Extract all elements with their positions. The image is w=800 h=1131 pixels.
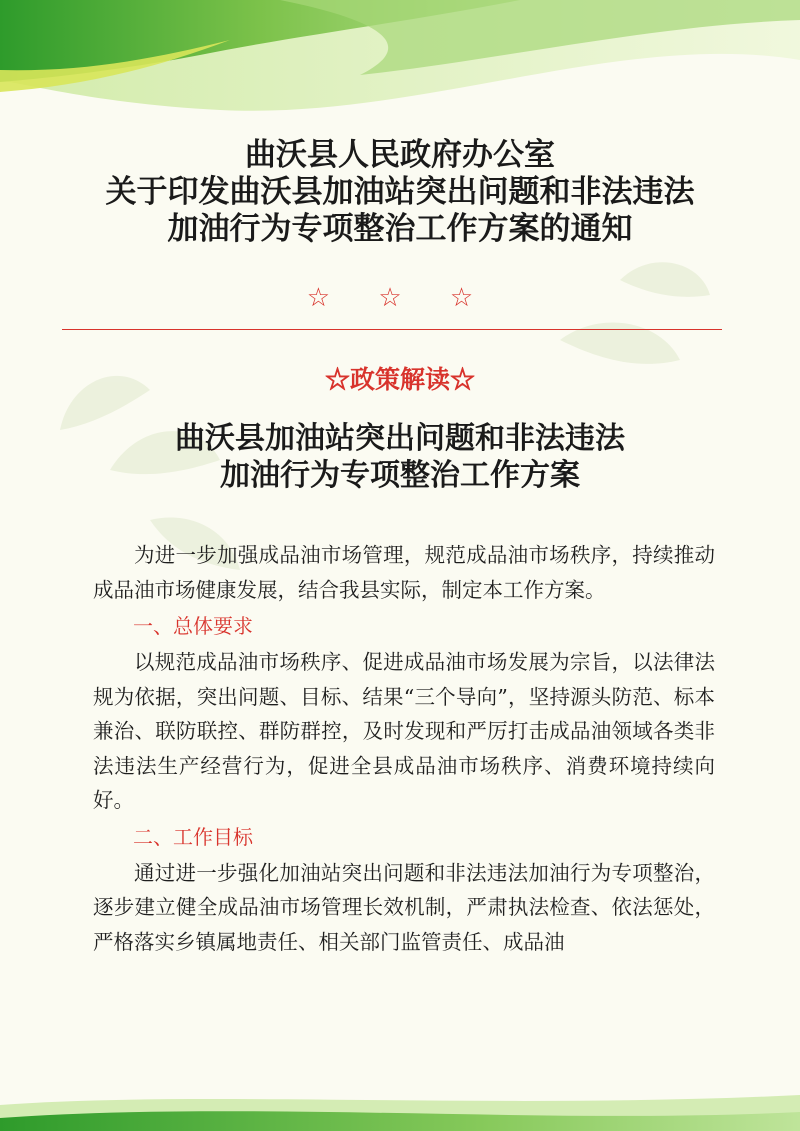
document-subtitle [0, 420, 800, 494]
document-body [93, 538, 715, 959]
title-line-1: 曲沃县人民政府办公室 [245, 137, 555, 173]
section-label-policy-interpretation: ☆政策解读☆ [324, 365, 475, 394]
subtitle-line-1: 曲沃县加油站突出问题和非法违法 [175, 421, 625, 456]
section-heading-1: 一、总体要求 [133, 614, 253, 638]
title-line-3: 加油行为专项整治工作方案的通知 [167, 211, 633, 247]
subtitle-line-2: 加油行为专项整治工作方案 [220, 458, 580, 493]
star-ornament: ☆ ☆ ☆ [306, 283, 494, 313]
paragraph-1: 以规范成品油市场秩序、促进成品油市场发展为宗旨，以法律法规为依据，突出问题、目标、结果“三个导向”，坚持源头防范、标本兼治、联防联控、群防群控，及时发现和严厉打击成品油领域各类非法违法生产经营行为，促进全县成品油市场秩序、消费环境持续向好。 [93, 650, 715, 812]
intro-paragraph: 为进一步加强成品油市场管理，规范成品油市场秩序，持续推动成品油市场健康发展，结合我县实际，制定本工作方案。 [93, 543, 715, 602]
title-line-2: 关于印发曲沃县加油站突出问题和非法违法 [105, 174, 695, 210]
section-heading-2: 二、工作目标 [133, 824, 253, 849]
divider-line [62, 329, 722, 330]
paragraph-2: 通过进一步强化加油站突出问题和非法违法加油行为专项整治，逐步建立健全成品油市场管理长效机制，严肃执法检查、依法惩处，严格落实乡镇属地责任、相关部门监管责任、成品油 [93, 860, 715, 954]
document-title [0, 137, 800, 248]
